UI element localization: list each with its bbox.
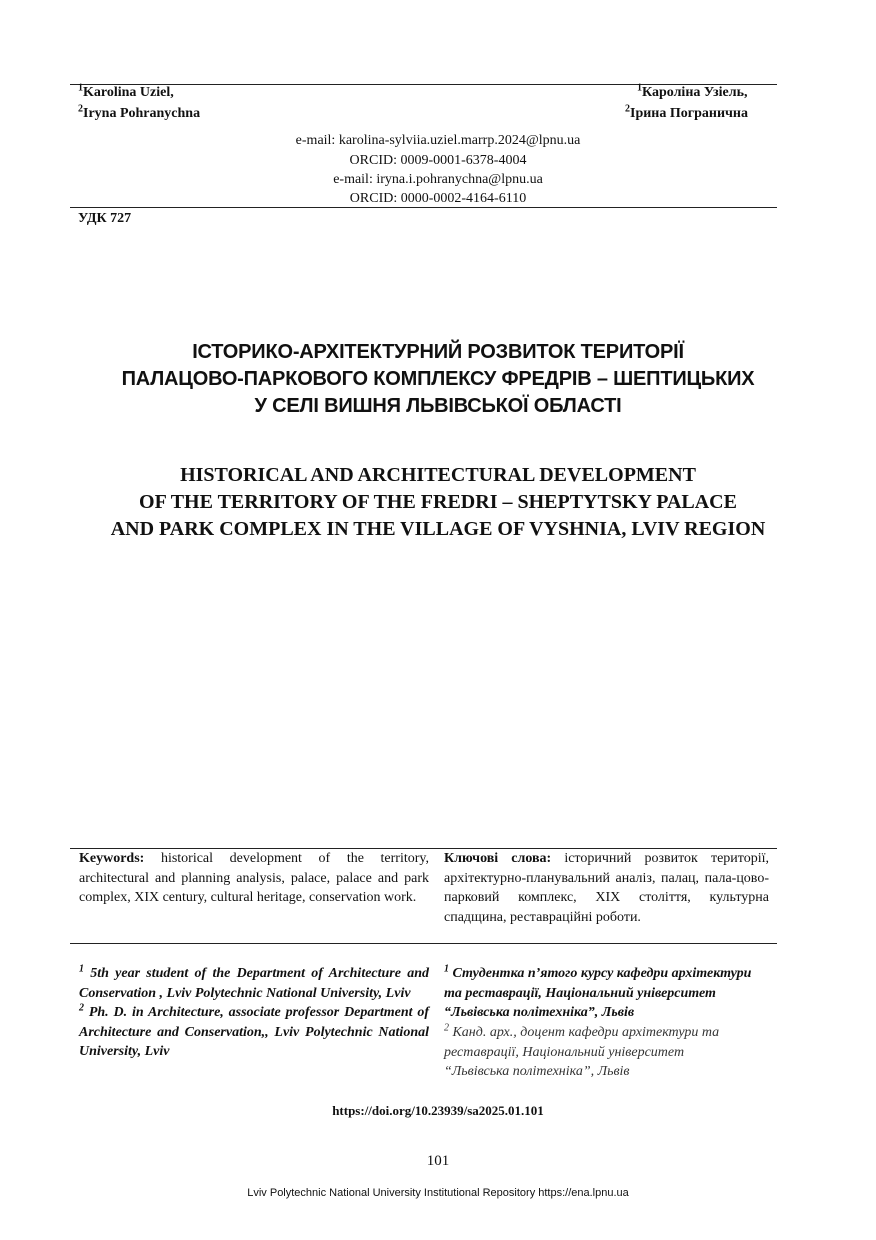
footnote-ua-1: $^1$ Студентка п’ятого курсу кафедри архітектури та реставрації, Національний університет “Львівська політехніка”, Львів bbox=[444, 963, 752, 1020]
orcid-author-1: ORCID: 0009-0001-6378-4004 bbox=[349, 153, 527, 168]
footnote-en-2: $^2$ Ph. D. in Architecture, associate professor Department of Architecture and Conservation,, Lviv Polytechnic National University, Lviv bbox=[79, 1002, 430, 1059]
keywords-ua-text: історичний розвиток території, архітектурно-планувальний аналіз, палац, пала-цово-парковий комплекс, XIX століття, культурна спадщина, реставраційні роботи. bbox=[444, 851, 769, 925]
author-ua-2: $^2$Ірина Погранична bbox=[625, 103, 748, 121]
keywords-ua-label: Ключові слова: bbox=[444, 851, 552, 866]
keywords-ua bbox=[444, 849, 769, 927]
email-author-1: e-mail: karolina-sylviia.uziel.marrp.2024@lpnu.ua bbox=[295, 133, 581, 148]
author-en-2: $^2$Iryna Pohranychna bbox=[78, 103, 201, 121]
repository-footer: Lviv Polytechnic National University Institutional Repository https://ena.lpnu.ua bbox=[247, 1187, 629, 1199]
author-ua-1: $^1$Кароліна Узіель, bbox=[637, 82, 748, 100]
header-rule-bottom bbox=[70, 207, 777, 208]
title-ua-line-3: У СЕЛІ ВИШНЯ ЛЬВІВСЬКОЇ ОБЛАСТІ bbox=[254, 395, 622, 417]
title-en-line-3: AND PARK COMPLEX IN THE VILLAGE OF VYSHNIA, LVIV REGION bbox=[110, 518, 766, 540]
page-number: 101 bbox=[426, 1153, 450, 1169]
title-en-line-1: HISTORICAL AND ARCHITECTURAL DEVELOPMENT bbox=[180, 464, 696, 486]
author-en-1: $^1$Karolina Uziel, bbox=[78, 82, 174, 100]
udk-code: УДК 727 bbox=[78, 211, 132, 226]
footnote-en-1: $^1$ 5th year student of the Department of Architecture and Conservation , Lviv Polytechnic National University, Lviv bbox=[79, 963, 429, 1001]
doi-link[interactable]: https://doi.org/10.23939/sa2025.01.101 bbox=[332, 1103, 544, 1118]
orcid-author-2: ORCID: 0000-0002-4164-6110 bbox=[349, 191, 527, 206]
footnote-ua-2: $^2$ Канд. арх., доцент кафедри архітектури та реставрації, Національний університет “Львівська політехніка”, Львів bbox=[444, 1022, 720, 1079]
keywords-en-label: Keywords: bbox=[79, 851, 145, 866]
email-author-2: e-mail: iryna.i.pohranychna@lpnu.ua bbox=[333, 172, 543, 187]
keywords-rule-bottom bbox=[70, 943, 777, 944]
title-ua-line-1: ІСТОРИКО-АРХІТЕКТУРНИЙ РОЗВИТОК ТЕРИТОРІЇ bbox=[192, 341, 684, 363]
keywords-en-text: historical development of the territory, architectural and planning analysis, palace, palace and park complex, XIX century, cultural heritage, conservation work. bbox=[79, 851, 429, 905]
keywords-en bbox=[79, 849, 429, 908]
title-ua-line-2: ПАЛАЦОВО-ПАРКОВОГО КОМПЛЕКСУ ФРЕДРІВ – ШЕПТИЦЬКИХ bbox=[121, 368, 755, 390]
title-en-line-2: OF THE TERRITORY OF THE FREDRI – SHEPTYTSKY PALACE bbox=[139, 491, 737, 513]
